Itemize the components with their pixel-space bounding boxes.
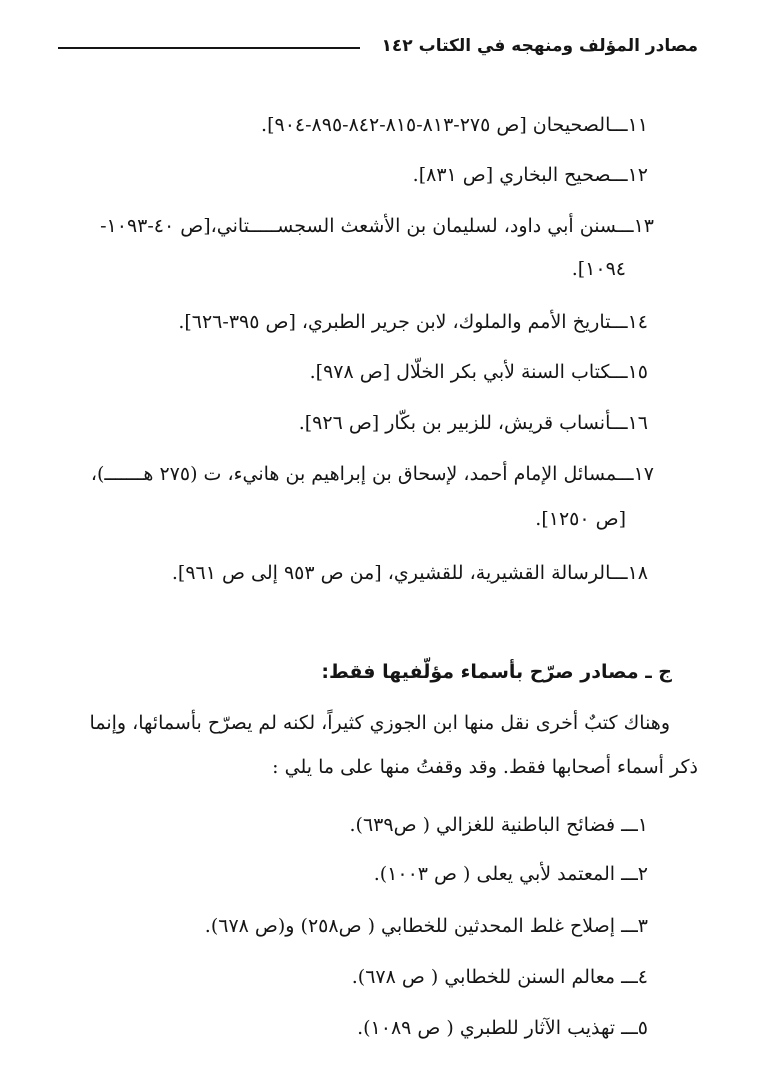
list-item: ١٨ـــالرسالة القشيرية، للقشيري، [من ص ٩٥٣ إلى ص ٩٦١]. <box>171 562 648 584</box>
list-item: ٢ـــ المعتمد لأبي يعلى ( ص ١٠٠٣). <box>373 863 648 885</box>
section-heading: ج ـ مصادر صرّح بأسماء مؤلّفيها فقط: <box>321 661 672 683</box>
list-item: ١٦ـــأنساب قريش، للزبير بن بكّار [ص ٩٢٦]. <box>298 412 648 434</box>
header-title: مصادر المؤلف ومنهجه في الكتاب ١٤٢ <box>381 36 698 56</box>
list-item: ٥ـــ تهذيب الآثار للطبري ( ص ١٠٨٩). <box>357 1017 648 1039</box>
header-rule <box>58 47 360 49</box>
paragraph-line: ذكر أسماء أصحابها فقط. وقد وقفتُ منها على ما يلي : <box>272 756 698 778</box>
list-item-continuation: ١٠٩٤]. <box>571 258 626 280</box>
list-item: ١١ـــالصحيحان [ص ٢٧٥-٨١٣-٨١٥-٨٤٢-٨٩٥-٩٠٤]. <box>261 114 648 136</box>
paragraph-line: وهناك كتبٌ أخرى نقل منها ابن الجوزي كثيراً، لكنه لم يصرّح بأسمائها، وإنما <box>89 712 670 734</box>
list-item-continuation: [ص ١٢٥٠]. <box>535 508 626 530</box>
list-item: ١ـــ فضائح الباطنية للغزالي ( ص٦٣٩). <box>349 814 648 836</box>
list-item: ١٢ـــصحيح البخاري [ص ٨٣١]. <box>412 164 648 186</box>
list-item: ١٣ـــسنن أبي داود، لسليمان بن الأشعث السجســـــتاني،[ص ٤٠-١٠٩٣- <box>100 215 654 237</box>
list-item: ٣ـــ إصلاح غلط المحدثين للخطابي ( ص٢٥٨) و(ص ٦٧٨). <box>204 915 648 937</box>
running-header <box>58 32 698 60</box>
list-item: ١٥ـــكتاب السنة لأبي بكر الخلّال [ص ٩٧٨]. <box>309 361 648 383</box>
list-item: ٤ـــ معالم السنن للخطابي ( ص ٦٧٨). <box>351 966 648 988</box>
list-item: ١٧ـــمسائل الإمام أحمد، لإسحاق بن إبراهيم بن هانيء، ت (٢٧٥ هـــــــ)، <box>90 463 654 485</box>
list-item: ١٤ـــتاريخ الأمم والملوك، لابن جرير الطبري، [ص ٣٩٥-٦٢٦]. <box>178 311 648 333</box>
